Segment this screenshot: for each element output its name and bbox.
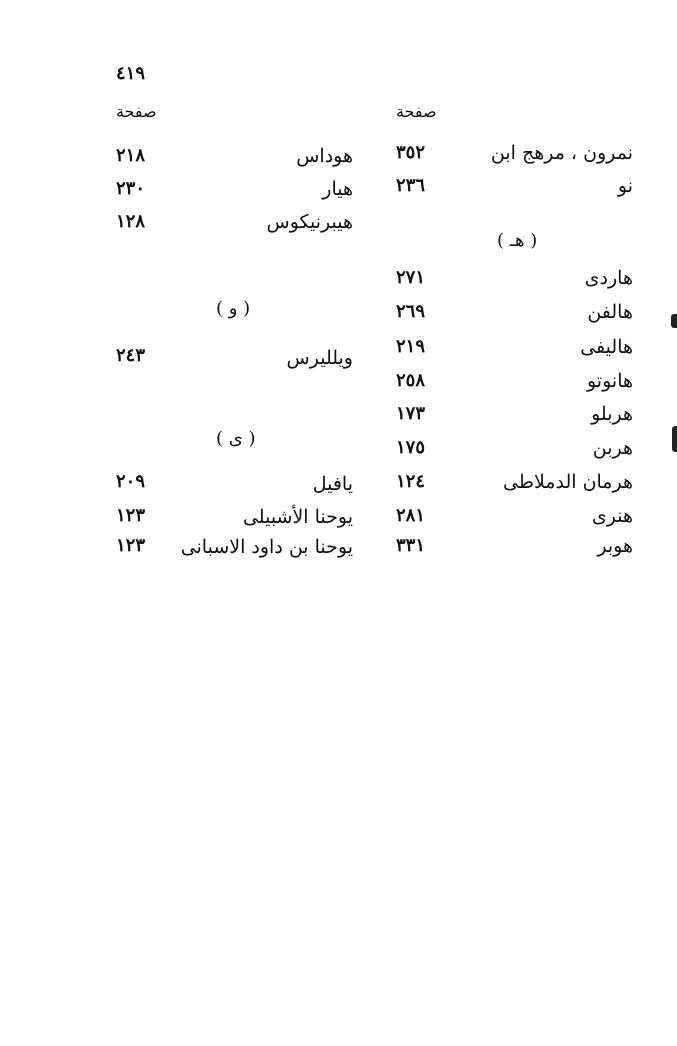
section-heading-ya: ( ى ) <box>216 428 256 449</box>
index-entry-page: ٢٣٦ <box>396 175 426 196</box>
index-entry-page: ٢١٩ <box>396 336 426 357</box>
index-entry-page: ١٧٣ <box>396 403 426 424</box>
index-entry-page: ١٢٤ <box>396 471 426 492</box>
index-entry-name: يافيل <box>312 473 353 495</box>
index-entry-name: هربلو <box>591 403 633 425</box>
index-entry-page: ١٢٨ <box>116 211 146 232</box>
index-entry-page: ٣٥٢ <box>396 142 426 163</box>
index-entry-name: هاليفى <box>580 336 633 358</box>
index-entry-name: هربن <box>592 437 633 459</box>
page-number: ٤١٩ <box>116 63 146 84</box>
index-entry-name: هاردى <box>584 267 633 289</box>
index-entry-name: ويلليرس <box>286 347 353 369</box>
index-entry-page: ٢٥٨ <box>396 370 426 391</box>
index-entry-name: هيبرنيكوس <box>266 211 353 233</box>
scan-edge-mark <box>671 314 677 328</box>
index-entry-name: نمرون ، مرهج ابن <box>490 142 633 164</box>
section-heading-waw: ( و ) <box>216 298 251 319</box>
index-entry-page: ١٢٣ <box>116 535 146 556</box>
column-header-left: صفحة <box>116 102 157 121</box>
index-entry-page: ٢١٨ <box>116 145 146 166</box>
index-entry-name: هنرى <box>591 505 633 527</box>
index-entry-name: هرمان الدملاطى <box>503 471 633 493</box>
column-header-right: صفحة <box>396 102 437 121</box>
index-entry-page: ٢٠٩ <box>116 471 146 492</box>
index-entry-name: هالفن <box>587 301 633 323</box>
index-entry-name: يوحنا بن داود الاسبانى <box>180 536 353 558</box>
index-entry-name: هوبر <box>597 535 633 557</box>
index-entry-page: ٢٤٣ <box>116 345 146 366</box>
section-heading-ha: ( هـ ) <box>497 230 538 251</box>
index-entry-name: هانوتو <box>586 370 633 392</box>
index-entry-name: يوحنا الأشبيلى <box>242 506 353 528</box>
index-entry-page: ٢٦٩ <box>396 301 426 322</box>
index-entry-page: ٢٧١ <box>396 267 426 288</box>
scan-edge-mark <box>672 426 677 452</box>
index-entry-name: هيار <box>322 178 353 200</box>
index-entry-name: هوداس <box>296 145 353 167</box>
index-entry-page: ٢٣٠ <box>116 178 146 199</box>
index-entry-page: ١٧٥ <box>396 437 426 458</box>
index-entry-page: ١٢٣ <box>116 505 146 526</box>
index-entry-page: ٣٣١ <box>396 535 426 556</box>
index-entry-name: نو <box>617 175 633 197</box>
index-entry-page: ٢٨١ <box>396 505 426 526</box>
